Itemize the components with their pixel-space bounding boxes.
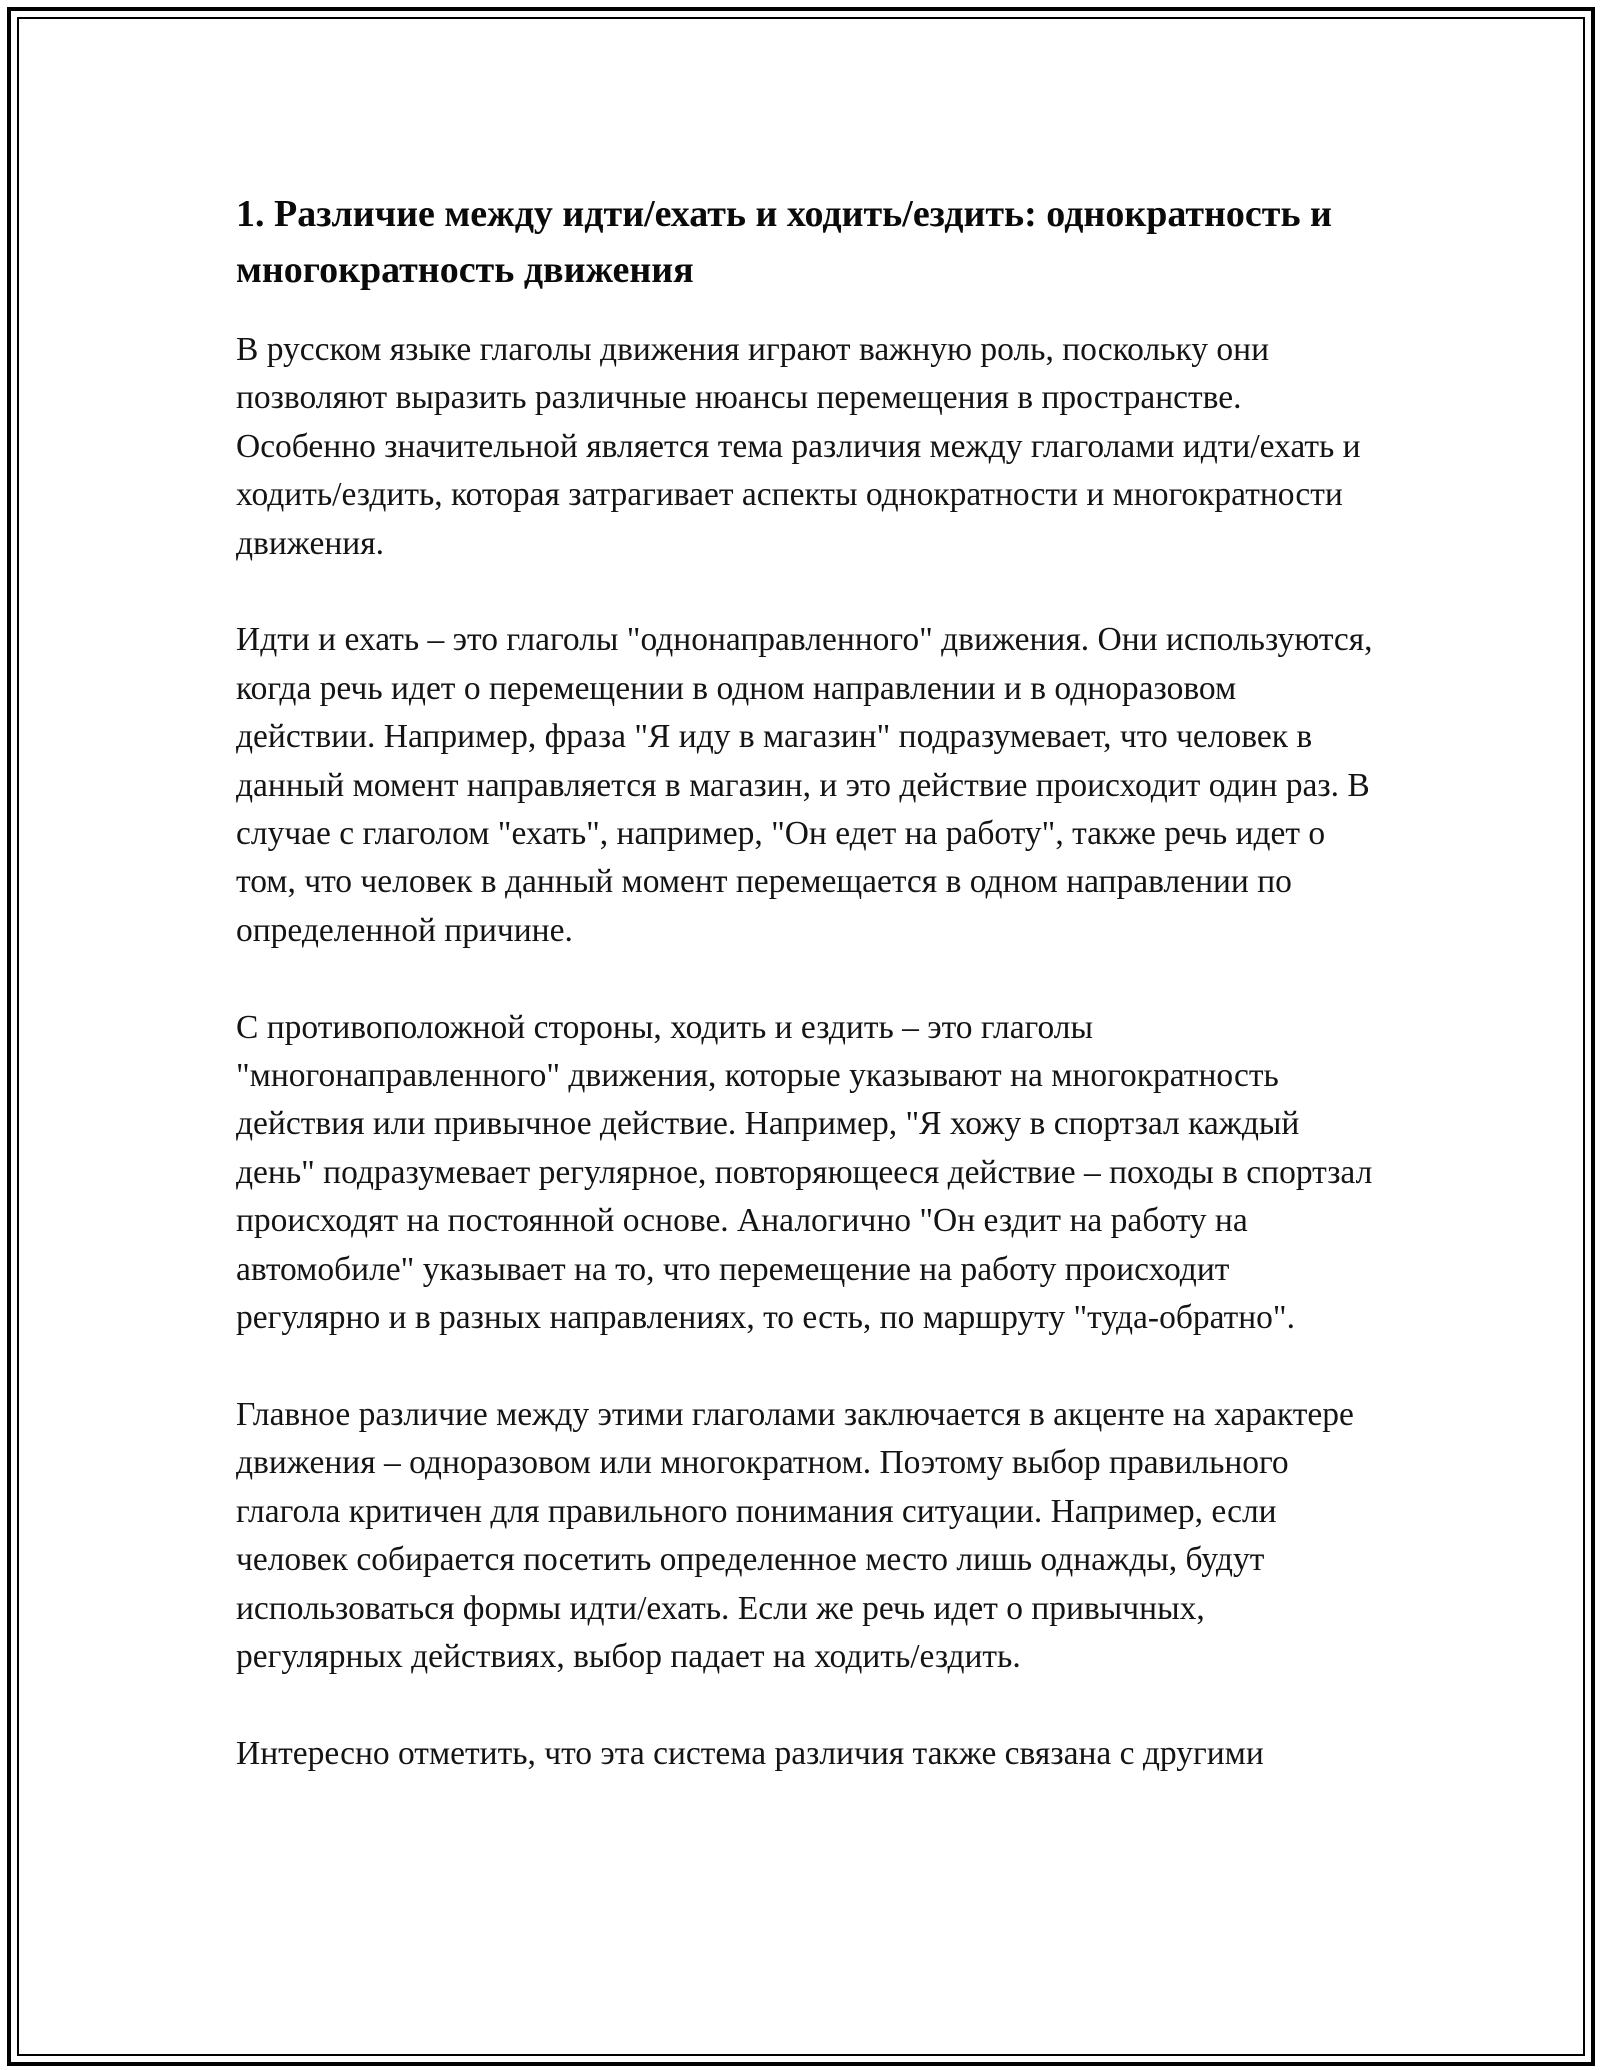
paragraph-unidirectional: Идти и ехать – это глаголы "однонаправленного" движения. Они используются, когда речь идет о перемещении в одном направлении и в одноразовом действии. Например, фраза "Я иду в магазин" подразумевает, что человек в данный момент направляется в магазин, и это действие происходит один раз. В случае с глаголом "ехать", например, "Он едет на работу", также речь идет о том, что человек в данный момент перемещается в одном направлении по определенной причине. bbox=[236, 621, 1373, 949]
document-body bbox=[236, 186, 1376, 1827]
paragraph-main-difference: Главное различие между этими глаголами заключается в акценте на характере движения – одноразовом или многократном. Поэтому выбор правильного глагола критичен для правильного понимания ситуации. Например, если человек собирается посетить определенное место лишь однажды, будут использоваться формы идти/ехать. Если же речь идет о привычных, регулярных действиях, выбор падает на ходить/ездить. bbox=[236, 1395, 1354, 1675]
section-heading: 1. Различие между идти/ехать и ходить/ездить: однократность и многократность движения bbox=[236, 193, 1332, 291]
paragraph-multidirectional: С противоположной стороны, ходить и ездить – это глаголы "многонаправленного" движения, которые указывают на многократность действия или привычное действие. Например, "Я хожу в спортзал каждый день" подразумевает регулярное, повторяющееся действие – походы в спортзал происходят на постоянной основе. Аналогично "Он ездит на работу на автомобиле" указывает на то, что перемещение на работу происходит регулярно и в разных направлениях, то есть, по маршруту "туда-обратно". bbox=[236, 1008, 1373, 1337]
paragraph-continuation: Интересно отметить, что эта система различия также связана с другими bbox=[236, 1734, 1264, 1772]
paragraph-intro: В русском языке глаголы движения играют важную роль, поскольку они позволяют выразить различные нюансы перемещения в пространстве. Особенно значительной является тема различия между глаголами идти/ехать и ходить/ездить, которая затрагивает аспекты однократности и многократности движения. bbox=[236, 331, 1361, 562]
